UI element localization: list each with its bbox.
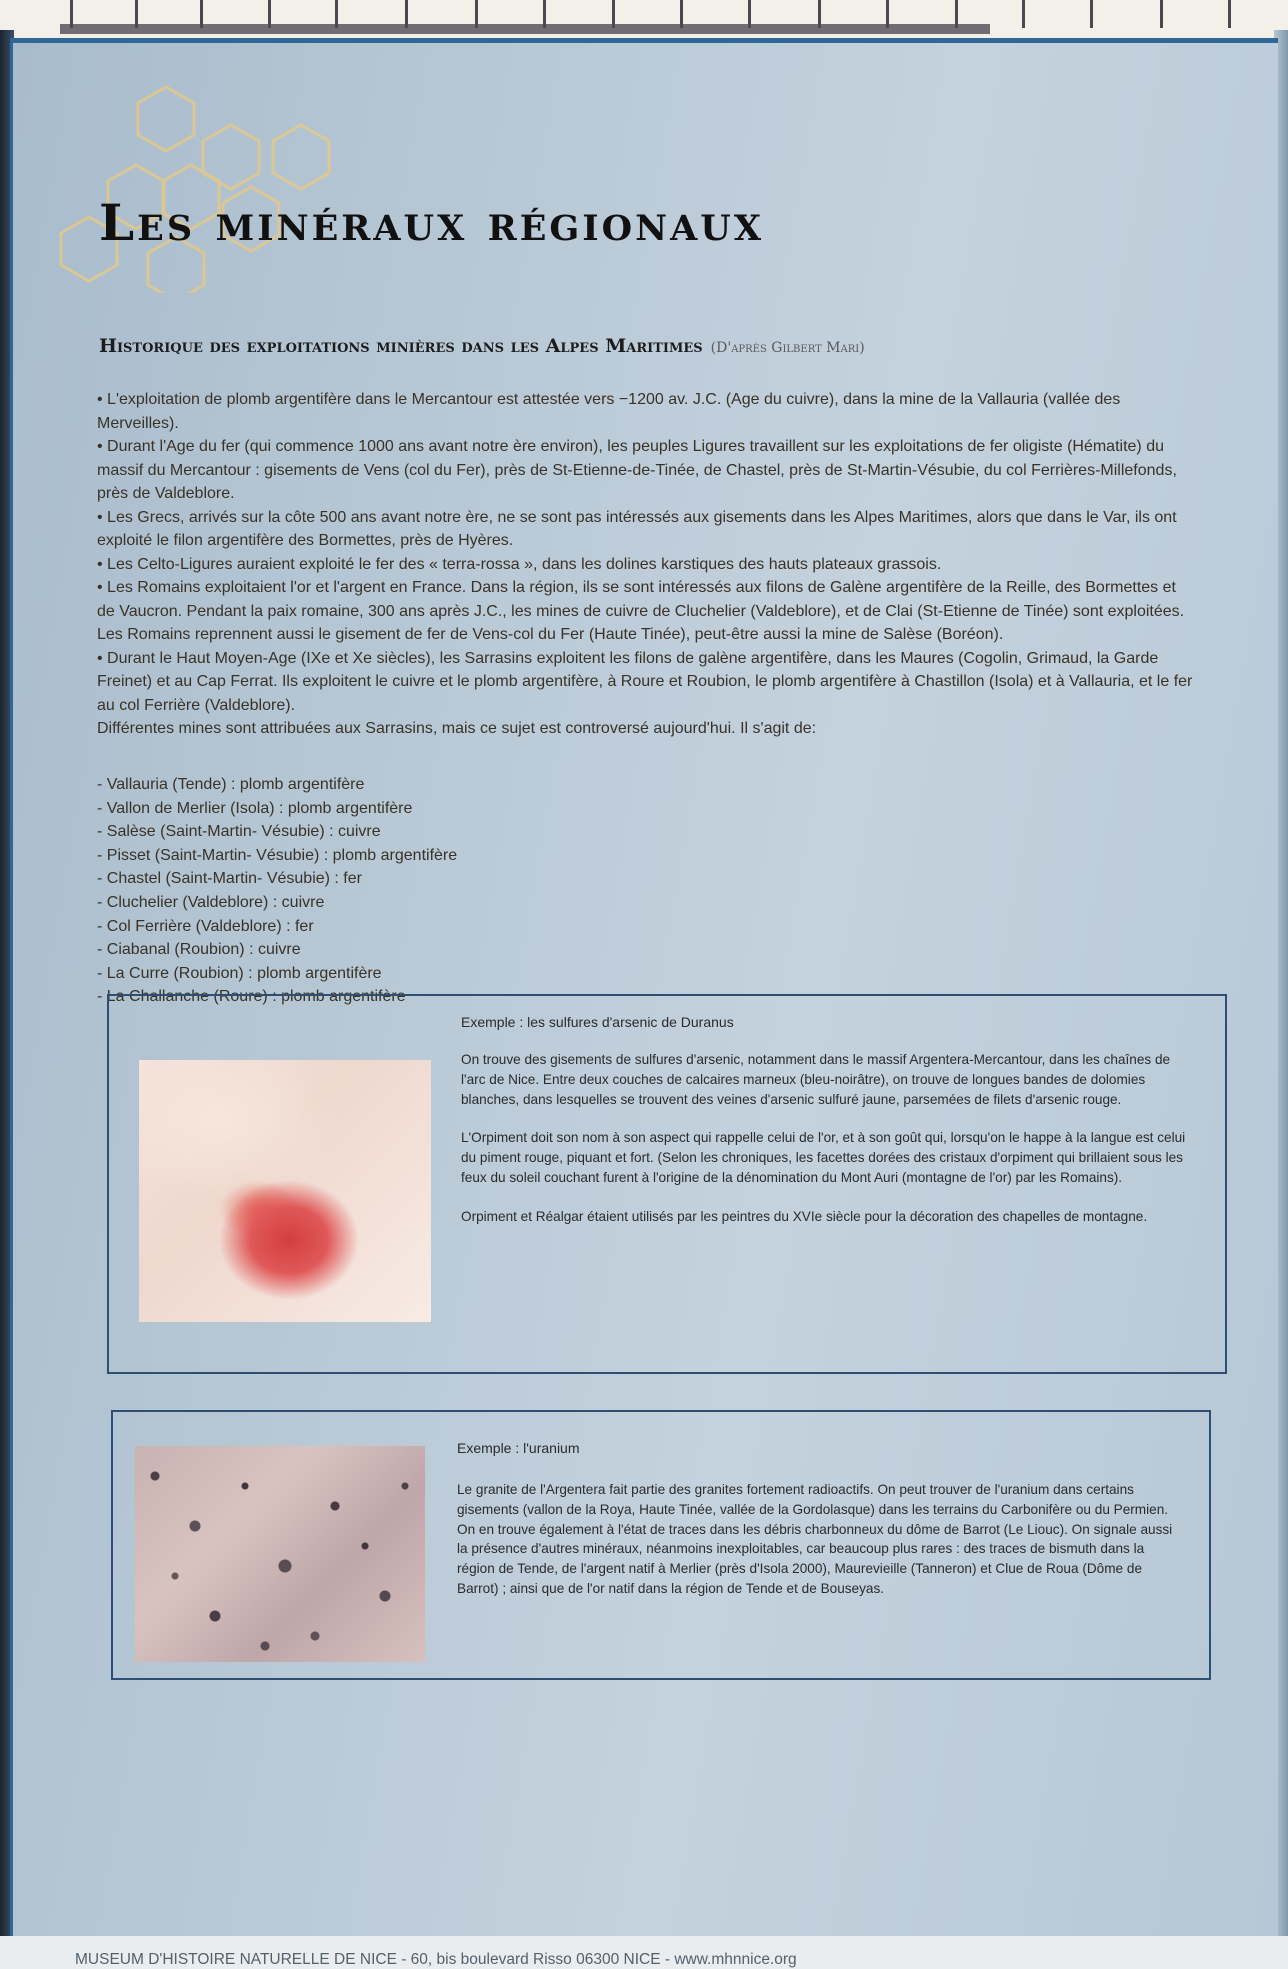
- history-paragraph: • Durant le Haut Moyen-Age (IXe et Xe siècles), les Sarrasins exploitent les filons de galène argentifère, dans les Maures (Cogolin, Grimaud, la Garde Freinet) et au Cap Ferrat. Ils exploitent le cuivre et le plomb argentifère, à Roure et Roubion, le plomb argentifère à Chastillon (Isola) et à Vallauria, et le fer au col Ferrière (Valdeblore).: [97, 649, 1193, 714]
- museum-panel: [10, 38, 1278, 1968]
- example-paragraph: Le granite de l'Argentera fait partie des granites fortement radioactifs. On peut trouver de l'uranium dans certains gisements (vallon de la Roya, Haute Tinée, vallée de la Gordolasque) dans les terrains du Carbonifère ou du Permien. On en trouve également à l'état de traces dans les débris charbonneux du dôme de Barrot (Le Liouc). On signale aussi la présence d'autres minéraux, néanmoins inexploitables, car beaucoup plus rares : des traces de bismuth dans la région de Tende, de l'argent natif à Merlier (près d'Isola 2000), Maurevieille (Tanneron) et Clue de Roua (Dôme de Barrot) ; ainsi que de l'or natif dans la région de Tende et de Bouseyas.: [457, 1482, 1173, 1596]
- history-paragraph: Différentes mines sont attribuées aux Sarrasins, mais ce sujet est controversé aujourd'hui. Il s'agit de:: [97, 720, 817, 737]
- grid-tick: [1228, 0, 1231, 28]
- example-title: Exemple : l'uranium: [457, 1440, 580, 1456]
- history-text: [97, 388, 1197, 741]
- grid-tick: [1022, 0, 1025, 28]
- grid-tick: [135, 0, 138, 28]
- list-item: - Pisset (Saint-Martin- Vésubie) : plomb argentifère: [97, 846, 458, 864]
- history-paragraph: • Les Romains exploitaient l'or et l'argent en France. Dans la région, ils se sont intéressés aux filons de Galène argentifère de la Reille, des Bormettes et de Vaucron. Pendant la paix romaine, 300 ans après J.C., les mines de cuivre de Cluchelier (Valdeblore), et de Clai (St-Etienne de Tinée) sont exploitées. Les Romains reprennent aussi le gisement de fer de Vens-col du Fer (Haute Tinée), peut-être aussi la mine de Salèse (Boréon).: [97, 579, 1185, 643]
- section-subtitle: [99, 335, 1209, 357]
- grid-tick: [612, 0, 615, 28]
- example-text: [461, 1050, 1191, 1246]
- page-title: Les minéraux régionaux: [99, 193, 764, 252]
- list-item: - Vallon de Merlier (Isola) : plomb argentifère: [97, 799, 413, 817]
- list-item: - La Challanche (Roure) : plomb argentifère: [97, 988, 406, 1006]
- example-box-uranium: [111, 1410, 1211, 1680]
- history-paragraph: • L'exploitation de plomb argentifère dans le Mercantour est attestée vers −1200 av. J.C. (Age du cuivre), dans la mine de la Vallauria (vallée des Merveilles).: [97, 391, 1121, 432]
- list-item: - La Curre (Roubion) : plomb argentifère: [97, 964, 382, 982]
- grid-tick: [543, 0, 546, 28]
- museum-footer: MUSEUM D'HISTOIRE NATURELLE DE NICE - 60, bis boulevard Risso 06300 NICE - www.mhnnice.org: [75, 1951, 797, 1968]
- grid-tick: [955, 0, 958, 28]
- grid-tick: [475, 0, 478, 28]
- grid-tick: [335, 0, 338, 28]
- wall-grid-fixture: [0, 0, 1288, 40]
- orpiment-realgar-photo: [139, 1060, 431, 1322]
- example-box-arsenic: [107, 994, 1227, 1374]
- example-paragraph: Orpiment et Réalgar étaient utilisés par les peintres du XVIe siècle pour la décoration des chapelles de montagne.: [461, 1208, 1148, 1224]
- list-item: - Col Ferrière (Valdeblore) : fer: [97, 917, 314, 935]
- list-item: - Ciabanal (Roubion) : cuivre: [97, 941, 301, 959]
- grid-tick: [268, 0, 271, 28]
- grid-tick: [748, 0, 751, 28]
- subtitle-source: (D'après Gilbert Mari): [710, 340, 865, 356]
- list-item: - Vallauria (Tende) : plomb argentifère: [97, 776, 365, 793]
- history-paragraph: • Durant l'Age du fer (qui commence 1000 ans avant notre ère environ), les peuples Ligures travaillent sur les exploitations de fer oligiste (Hématite) du massif du Mercantour : gisements de Vens (col du Fer), près de St-Etienne-de-Tinée, de Chastel, près de St-Martin-Vésubie, du col Ferrières-Millefonds, près de Valdeblore.: [97, 438, 1177, 502]
- example-paragraph: L'Orpiment doit son nom à son aspect qui rappelle celui de l'or, et à son goût qui, lorsqu'on le happe à la langue est celui du piment rouge, piquant et fort. (Selon les chroniques, les facettes dorées des cristaux d'orpiment qui brillaient sous les feux du soleil couchant furent à l'origine de la dénomination du Mont Auri (montagne de l'or) par les Romains).: [461, 1130, 1186, 1185]
- mines-list: [97, 773, 797, 1009]
- grid-tick: [200, 0, 203, 28]
- grid-tick: [680, 0, 683, 28]
- grid-tick: [70, 0, 73, 28]
- list-item: - Cluchelier (Valdeblore) : cuivre: [97, 893, 325, 911]
- subtitle-text: Historique des exploitations minières dans les Alpes Maritimes: [99, 335, 703, 357]
- grid-tick: [1160, 0, 1163, 28]
- history-paragraph: • Les Grecs, arrivés sur la côte 500 ans avant notre ère, ne se sont pas intéressés aux gisements dans les Alpes Maritimes, alors que dans le Var, ils ont exploité le filon argentifère des Bormettes, près de Hyères.: [97, 508, 1177, 549]
- grid-tick: [818, 0, 821, 28]
- history-paragraph: • Les Celto-Ligures auraient exploité le fer des « terra-rossa », dans les dolines karstiques des hauts plateaux grassois.: [97, 555, 942, 573]
- example-title: Exemple : les sulfures d'arsenic de Duranus: [461, 1014, 734, 1030]
- hexagon-decoration: [53, 63, 373, 293]
- grid-tick: [405, 0, 408, 28]
- list-item: - Chastel (Saint-Martin- Vésubie) : fer: [97, 870, 362, 888]
- granite-photo: [135, 1446, 425, 1662]
- grid-tick: [1090, 0, 1093, 28]
- example-paragraph: On trouve des gisements de sulfures d'arsenic, notamment dans le massif Argentera-Mercantour, dans les chaînes de l'arc de Nice. Entre deux couches de calcaires marneux (bleu-noirâtre), on trouve de longues bandes de dolomies blanches, dans lesquelles se trouvent des veines d'arsenic sulfuré jaune, parsemées de filets d'arsenic rouge.: [461, 1052, 1171, 1107]
- example-text: [457, 1480, 1173, 1618]
- list-item: - Salèse (Saint-Martin- Vésubie) : cuivre: [97, 823, 381, 841]
- grid-tick: [886, 0, 889, 28]
